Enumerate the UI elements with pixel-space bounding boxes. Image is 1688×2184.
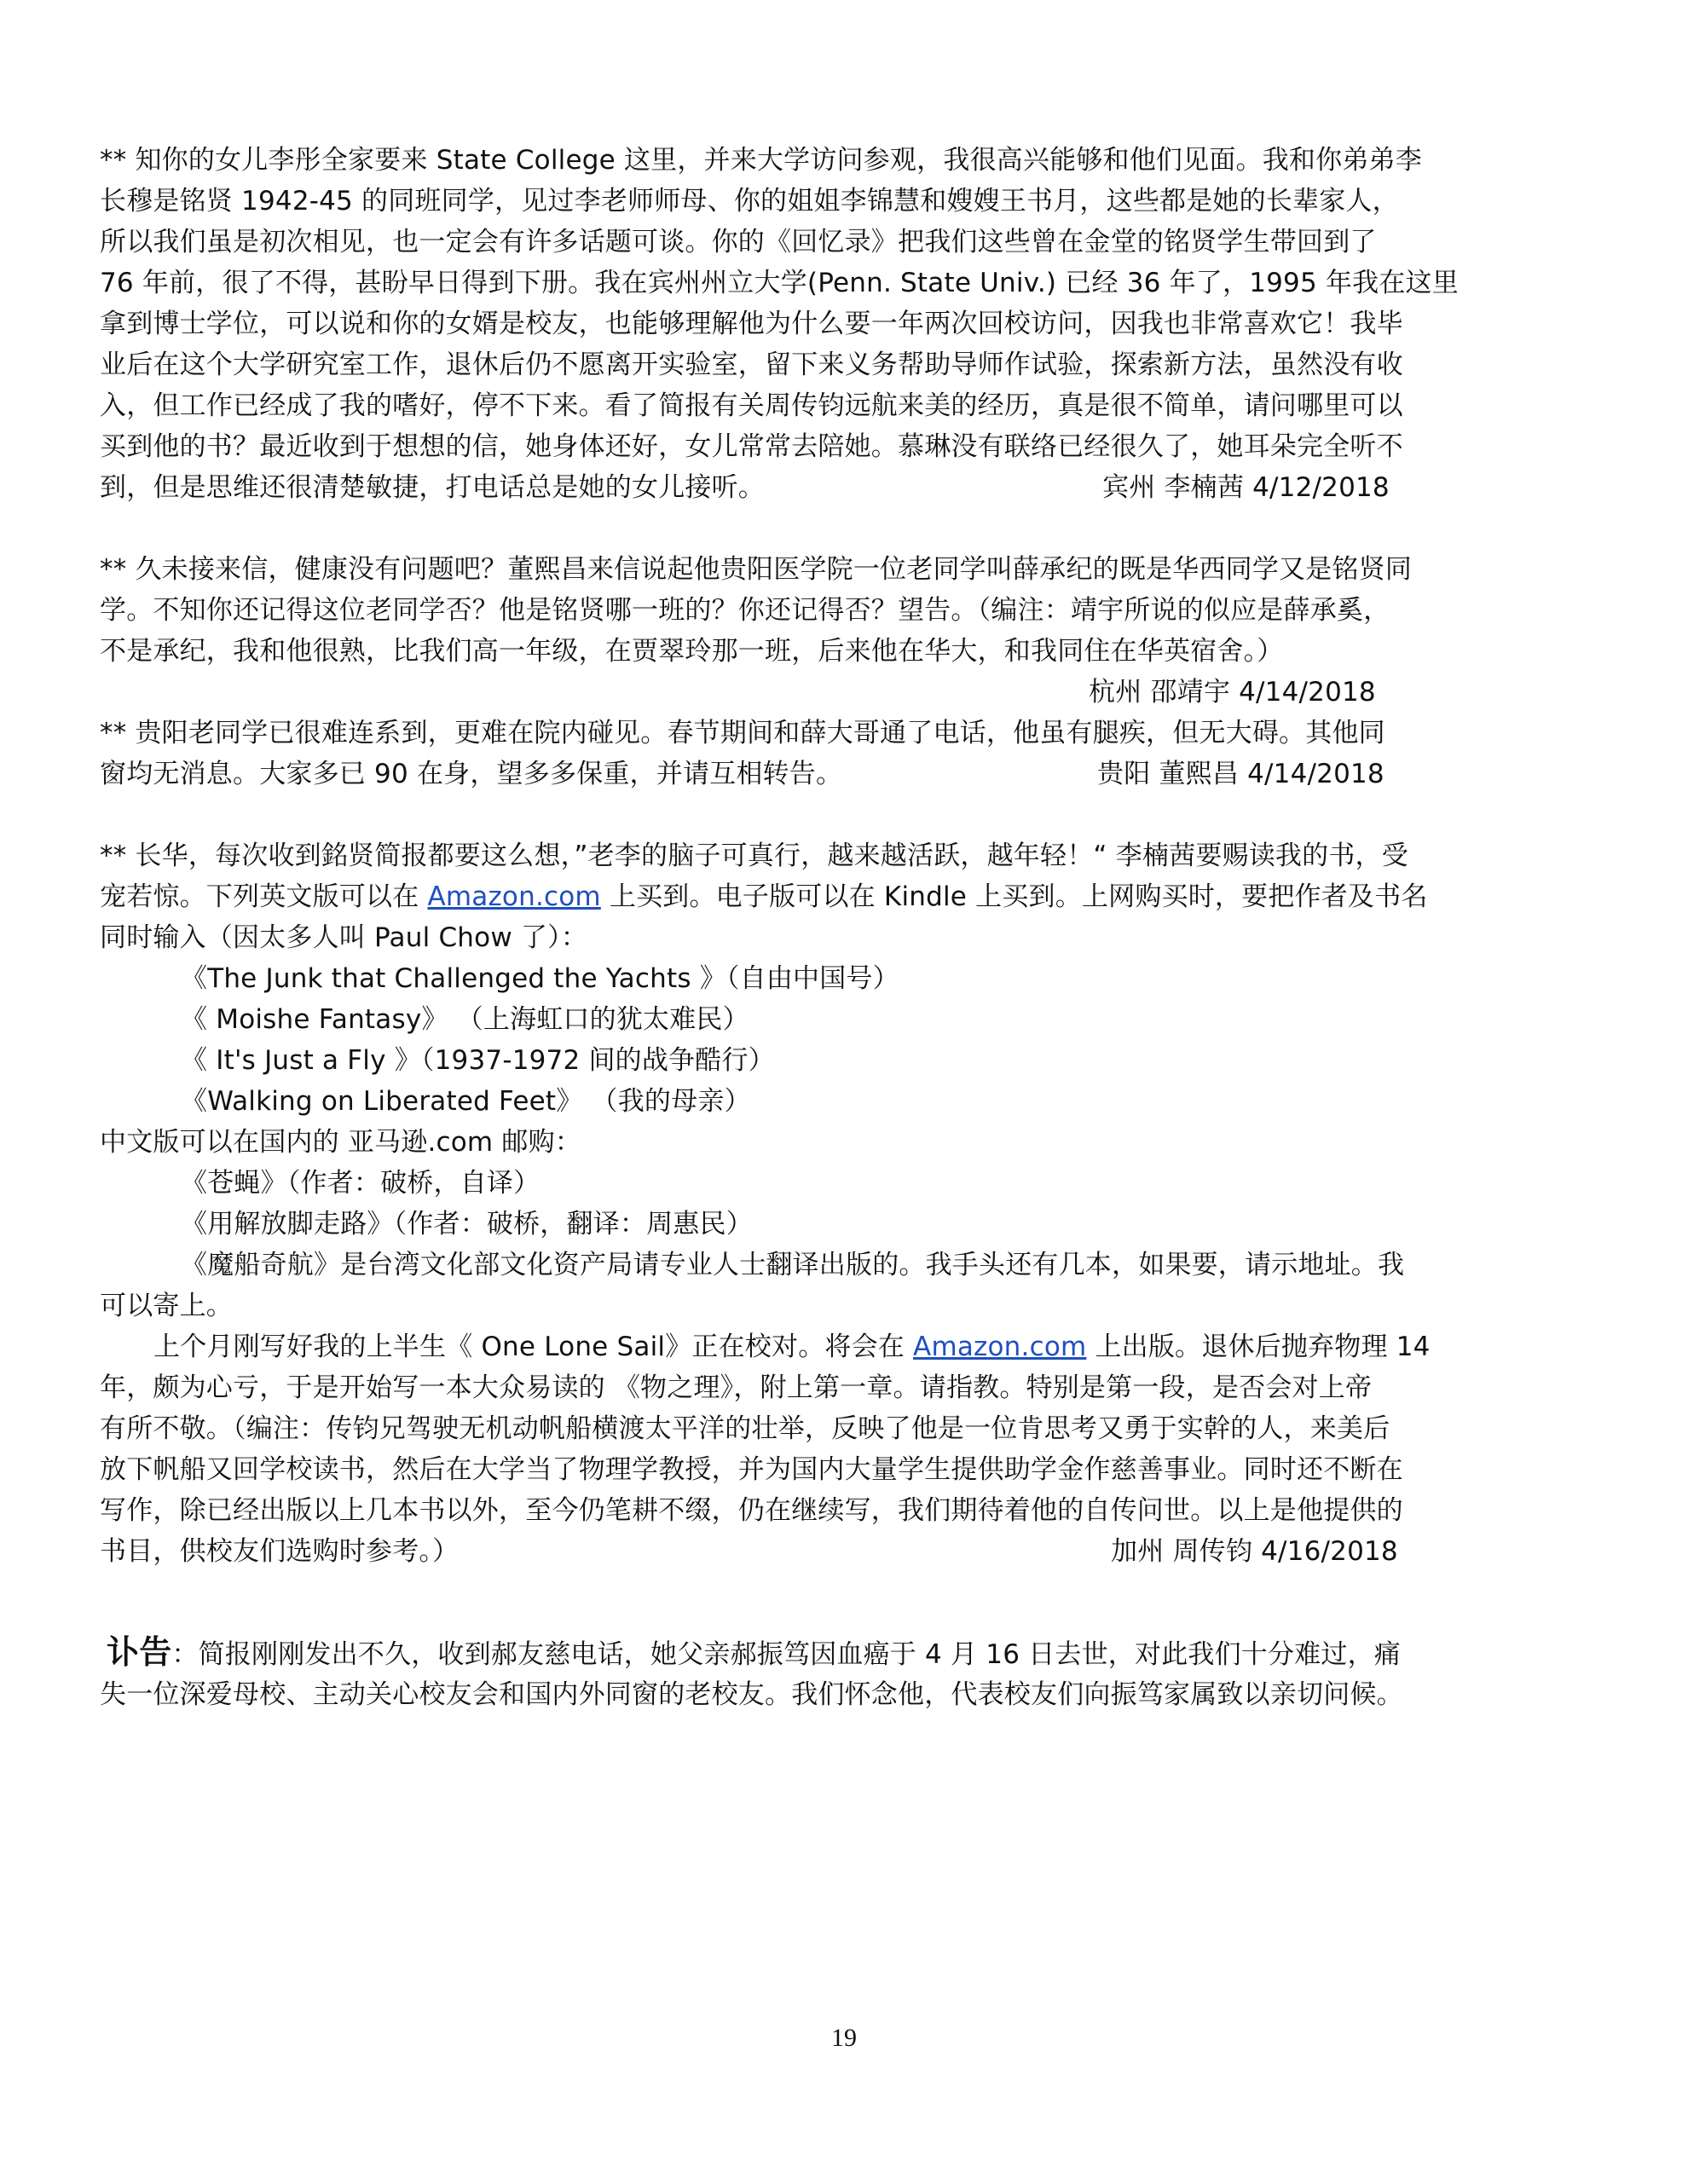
book-title: 《苍蝇》（作者：破桥，自译） xyxy=(181,1168,541,1199)
text-line: 年，颇为心亏，于是开始写一本大众易读的 《物之理》，附上第一章。请指教。特别是第一段，是否会对上帝 xyxy=(100,1372,1373,1403)
book-title: 《The Junk that Challenged the Yachts 》（自由中国号） xyxy=(181,963,899,994)
text-line: ** 长华，每次收到銘贤简报都要这么想，”老李的脑子可真行，越来越活跃，越年轻！“ 李楠茜要赐读我的书，受 xyxy=(100,841,1408,871)
letter-li-nanqian xyxy=(100,140,1600,508)
text-line: 入，但工作已经成了我的嗜好，停不下来。看了简报有关周传钧远航来美的经历，真是很不简单，请问哪里可以 xyxy=(100,390,1403,421)
notice-label: 讣告 xyxy=(107,1633,172,1671)
text-line xyxy=(100,754,1600,794)
text-line: 买到他的书？最近收到于想想的信，她身体还好，女儿常常去陪她。慕琳没有联络已经很久了，她耳朵完全听不 xyxy=(100,431,1403,462)
letter-shao-jingyu xyxy=(100,549,1600,713)
book-title: 《Walking on Liberated Feet》 （我的母亲） xyxy=(181,1086,751,1117)
amazon-link[interactable]: Amazon.com xyxy=(427,881,601,912)
text-segment: 宠若惊。下列英文版可以在 xyxy=(100,881,428,912)
text-line xyxy=(100,1630,1600,1674)
amazon-link[interactable]: Amazon.com xyxy=(913,1332,1087,1362)
text-line: 可以寄上。 xyxy=(100,1291,233,1321)
text-segment: 上个月刚写好我的上半生《 One Lone Sail》正在校对。将会在 xyxy=(153,1332,914,1362)
text-line: ** 知你的女儿李彤全家要来 State College 这里，并来大学访问参观，我很高兴能够和他们见面。我和你弟弟李 xyxy=(100,145,1422,176)
text-line xyxy=(100,672,1600,713)
text-line: 放下帆船又回学校读书，然后在大学当了物理学教授，并为国内大量学生提供助学金作慈善事业。同时还不断在 xyxy=(100,1454,1403,1485)
text-line: 所以我们虽是初次相见，也一定会有许多话题可谈。你的《回忆录》把我们这些曾在金堂的铭贤学生带回到了 xyxy=(100,227,1377,257)
signature: 宾州 李楠茜 4/12/2018 xyxy=(1102,472,1390,503)
text-segment: 上出版。退休后抛弃物理 14 xyxy=(1086,1332,1431,1362)
obituary-notice xyxy=(100,1630,1600,1715)
text-line: 业后在这个大学研究室工作，退休后仍不愿离开实验室，留下来义务帮助导师作试验，探索新方法，虽然没有收 xyxy=(100,350,1403,380)
text-line: 不是承纪，我和他很熟，比我们高一年级，在贾翠玲那一班，后来他在华大，和我同住在华英宿舍。） xyxy=(100,636,1284,667)
text-line: 失一位深爱母校、主动关心校友会和国内外同窗的老校友。我们怀念他，代表校友们向振笃家属致以亲切问候。 xyxy=(100,1679,1403,1710)
text-segment: 窗均无消息。大家多已 90 在身，望多多保重，并请互相转告。 xyxy=(100,759,843,789)
text-line: 学。不知你还记得这位老同学否？他是铭贤哪一班的？你还记得否？望告。（编注：靖宇所说的似应是薛承奚， xyxy=(100,595,1390,626)
text-segment: ：简报刚刚发出不久，收到郝友慈电话，她父亲郝振笃因血癌于 4 月 16 日去世，对此我们十分难过，痛 xyxy=(171,1639,1401,1670)
text-line: 写作，除已经出版以上几本书以外，至今仍笔耕不缀，仍在继续写，我们期待着他的自传问世。以上是他提供的 xyxy=(100,1495,1403,1526)
page-number: 19 xyxy=(831,2024,857,2052)
text-segment: 上买到。电子版可以在 Kindle 上买到。上网购买时，要把作者及书名 xyxy=(600,881,1428,912)
text-line: ** 久未接来信，健康没有问题吧？董熙昌来信说起他贵阳医学院一位老同学叫薛承纪的既是华西同学又是铭贤同 xyxy=(100,554,1413,585)
text-line xyxy=(100,1326,1600,1367)
text-line: 长穆是铭贤 1942-45 的同班同学，见过李老师师母、你的姐姐李锦慧和嫂嫂王书月，这些都是她的长辈家人， xyxy=(100,186,1399,217)
text-line: 76 年前，很了不得，甚盼早日得到下册。我在宾州州立大学(Penn. State Univ.) 已经 36 年了，1995 年我在这里 xyxy=(100,268,1459,298)
book-title: 《 Moishe Fantasy》 （上海虹口的犹太难民） xyxy=(181,1004,749,1035)
book-title: 《 It's Just a Fly 》（1937-1972 间的战争酷行） xyxy=(181,1045,775,1076)
text-line xyxy=(100,467,1600,508)
letter-dong-xichang xyxy=(100,713,1600,794)
text-segment: 书目，供校友们选购时参考。） xyxy=(100,1536,460,1567)
signature: 贵阳 董熙昌 4/14/2018 xyxy=(1097,759,1385,789)
text-line: ** 贵阳老同学已很难连系到，更难在院内碰见。春节期间和薛大哥通了电话，他虽有腿疾，但无大碍。其他同 xyxy=(100,718,1385,748)
text-line: 中文版可以在国内的 亚马逊.com 邮购： xyxy=(100,1127,581,1158)
text-line xyxy=(100,1531,1600,1572)
text-segment: 到，但是思维还很清楚敏捷，打电话总是她的女儿接听。 xyxy=(100,472,765,503)
text-line: 有所不敬。（编注：传钧兄驾驶无机动帆船横渡太平洋的壮举，反映了他是一位肯思考又勇于实幹的人，来美后 xyxy=(100,1413,1390,1444)
text-line: 拿到博士学位，可以说和你的女婿是校友，也能够理解他为什么要一年两次回校访问，因我也非常喜欢它！我毕 xyxy=(100,309,1403,339)
signature: 加州 周传钧 4/16/2018 xyxy=(1111,1536,1398,1567)
book-title: 《用解放脚走路》（作者：破桥，翻译：周惠民） xyxy=(181,1209,753,1239)
signature: 杭州 邵靖宇 4/14/2018 xyxy=(1089,677,1376,708)
text-line: 同时输入（因太多人叫 Paul Chow 了）： xyxy=(100,922,588,953)
text-line xyxy=(100,876,1600,917)
letter-zhou-chuanjun xyxy=(100,835,1600,1572)
text-line: 《魔船奇航》是台湾文化部文化资产局请专业人士翻译出版的。我手头还有几本，如果要，请示地址。我 xyxy=(181,1250,1405,1280)
